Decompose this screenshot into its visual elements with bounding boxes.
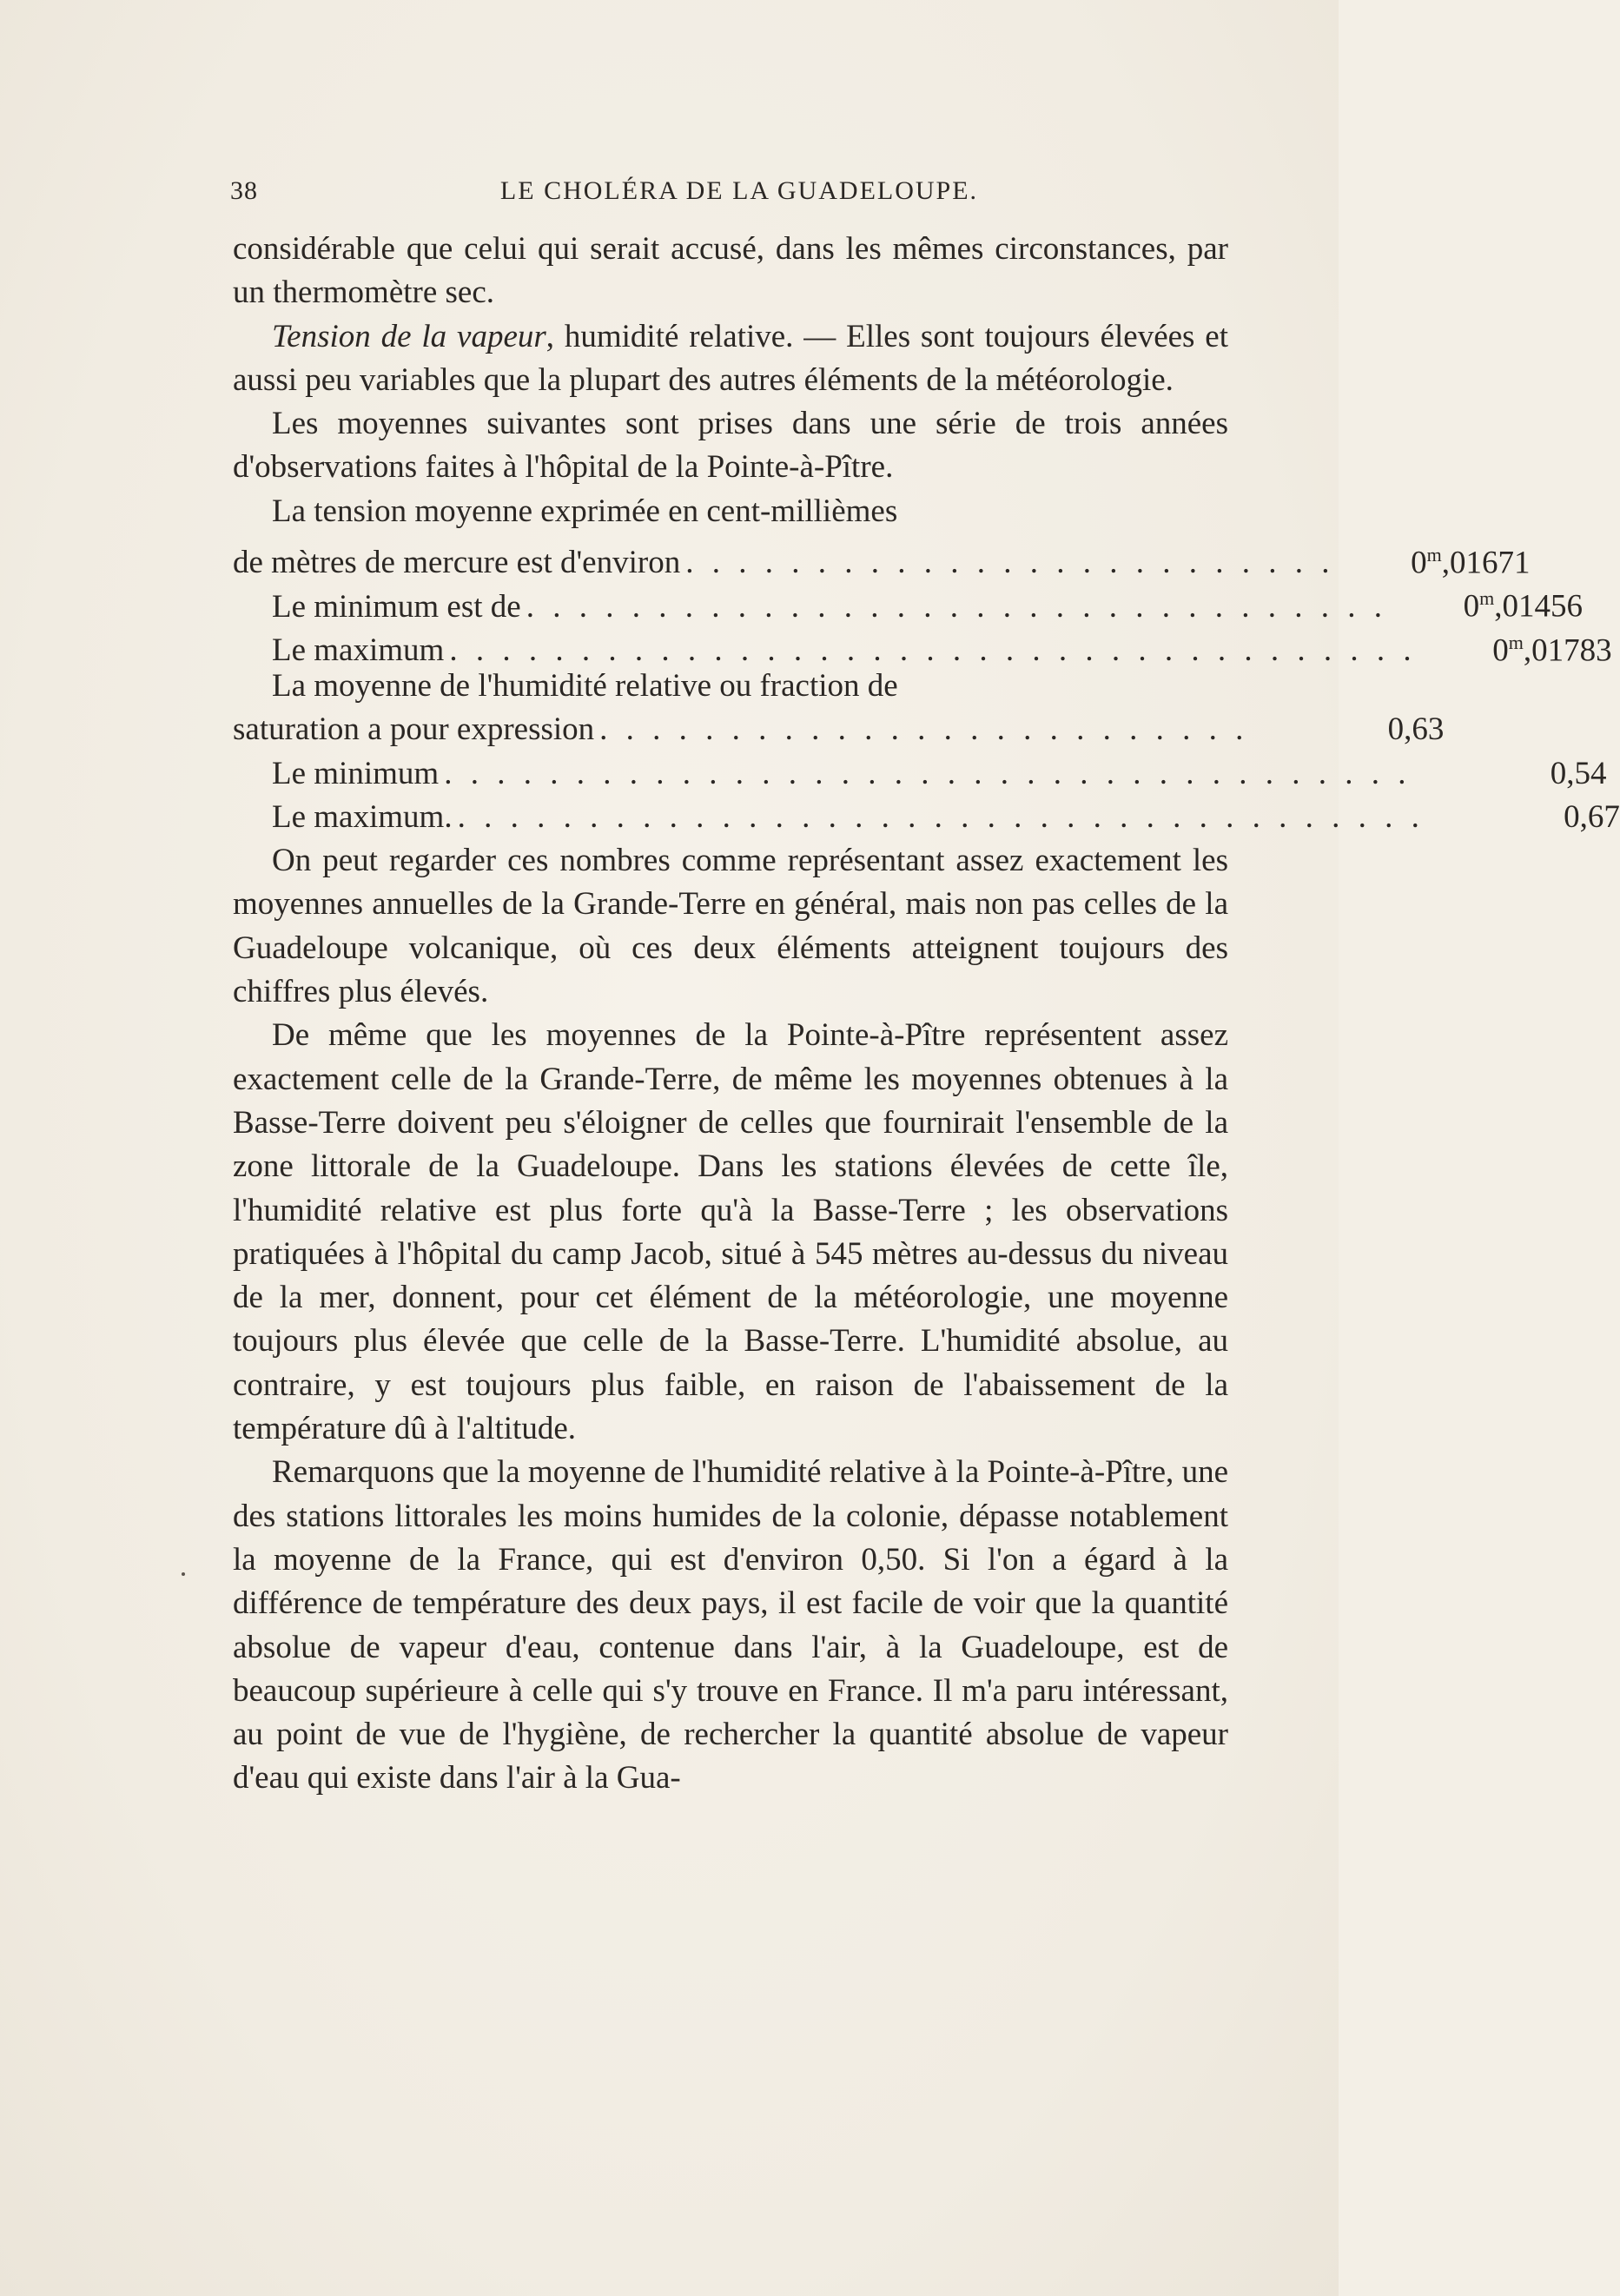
paragraph-text: , humidité relative. — Elles sont toujours élevées et aussi peu variables que la plupart des autres éléments de la météorologie. <box>233 318 1228 398</box>
leader-dots: . . . . . . . . . . . . . . . . . . . . . . . . . . . . . . . . . . . . . <box>457 798 1425 835</box>
leader-dots: . . . . . . . . . . . . . . . . . . . . . . . . . <box>599 711 1249 748</box>
paragraph-text: On peut regarder ces nombres comme représentant assez exactement les moyennes annuelles de la Grande-Terre en général, mais non pas celles de la Guadeloupe volcanique, où ces deux éléments atteignent toujours des chiffres plus élevés. <box>233 843 1228 1010</box>
paragraph-humidity-france <box>233 1451 1228 1800</box>
table-row <box>233 796 1620 839</box>
paragraph-text: Remarquons que la moyenne de l'humidité relative à la Pointe-à-Pître, une des stations littorales les moins humides de la colonie, dépasse notablement la moyenne de la France, qui est d'environ 0,50. Si l'on a égard à la différence de température des deux pays, il est facile de voir que la quantité absolue de vapeur d'eau, contenue dans l'air, à la Guadeloupe, est de beaucoup supérieure à celle qui s'y trouve en France. Il m'a paru intéressant, au point de vue de l'hygiène, de rechercher la quantité absolue de vapeur d'eau qui existe dans l'air à la Gua- <box>233 1454 1228 1796</box>
table-row <box>233 752 1607 796</box>
paragraph-grande-terre <box>233 839 1228 1014</box>
table-row <box>233 533 1531 581</box>
body-text <box>233 228 1620 1801</box>
paragraph-continuation <box>233 228 1228 315</box>
page-number: 38 <box>230 176 258 205</box>
leader-dots: . . . . . . . . . . . . . . . . . . . . . . . . . <box>685 545 1335 581</box>
table-row <box>233 708 1445 751</box>
paragraph-tension-heading <box>233 315 1228 403</box>
row-label: Le minimum <box>272 755 440 791</box>
row-value: 0,63 <box>1387 711 1445 748</box>
leader-dots: . . . . . . . . . . . . . . . . . . . . . . . . . . . . . . . . . . . . . <box>449 632 1417 668</box>
row-value: 0,67 <box>1564 798 1620 835</box>
page-header <box>230 176 1231 220</box>
row-value: 0$^m$,01671 <box>1411 544 1531 581</box>
row-label: Le maximum <box>272 632 445 668</box>
leader-dots: . . . . . . . . . . . . . . . . . . . . . . . . . . . . . . . . . <box>526 588 1387 625</box>
row-value: 0$^m$,01456 <box>1463 587 1583 625</box>
humidity-intro: La moyenne de l'humidité relative ou fraction de <box>272 667 898 704</box>
tension-intro: La tension moyenne exprimée en cent-millièmes <box>272 493 898 529</box>
paragraph-text: De même que les moyennes de la Pointe-à-Pître représentent assez exactement celle de la Grande-Terre, de même les moyennes obtenues à la Basse-Terre doivent peu s'éloigner de celles que fournirait l'ensemble de la zone littorale de la Guadeloupe. Dans les stations élevées de cette île, l'humidité relative est plus forte qu'à la Basse-Terre ; les observations pratiquées à l'hôpital du camp Jacob, situé à 545 mètres au-dessus du niveau de la mer, donnent, pour cet élément de la météorologie, une moyenne toujours plus élevée que celle de la Basse-Terre. L'humidité absolue, au contraire, y est toujours plus faible, en raison de l'abaissement de la température dû à l'altitude. <box>233 1017 1228 1447</box>
row-value: 0$^m$,01783 <box>1492 631 1612 668</box>
paragraph-basse-terre <box>233 1014 1228 1451</box>
row-label: saturation a pour expression <box>233 711 595 748</box>
paragraph-text: Les moyennes suivantes sont prises dans une série de trois années d'observations faites à l'hôpital de la Pointe-à-Pître. <box>233 406 1228 486</box>
row-value: 0,54 <box>1550 755 1607 791</box>
tension-table <box>233 490 1612 668</box>
row-label: Le maximum. <box>272 798 453 835</box>
row-label: Le minimum est de <box>272 588 521 625</box>
running-title: LE CHOLÉRA DE LA GUADELOUPE. <box>499 176 979 205</box>
paragraph-observations <box>233 402 1228 490</box>
leader-dots: . . . . . . . . . . . . . . . . . . . . . . . . . . . . . . . . . . . . . <box>444 755 1412 791</box>
row-label: de mètres de mercure est d'environ <box>233 545 681 581</box>
paragraph-text: considérable que celui qui serait accusé, dans les mêmes circonstances, par un thermomètre sec. <box>233 231 1228 311</box>
humidity-table <box>233 665 1620 839</box>
margin-speck <box>182 1572 185 1576</box>
section-heading: Tension de la vapeur <box>272 318 546 354</box>
